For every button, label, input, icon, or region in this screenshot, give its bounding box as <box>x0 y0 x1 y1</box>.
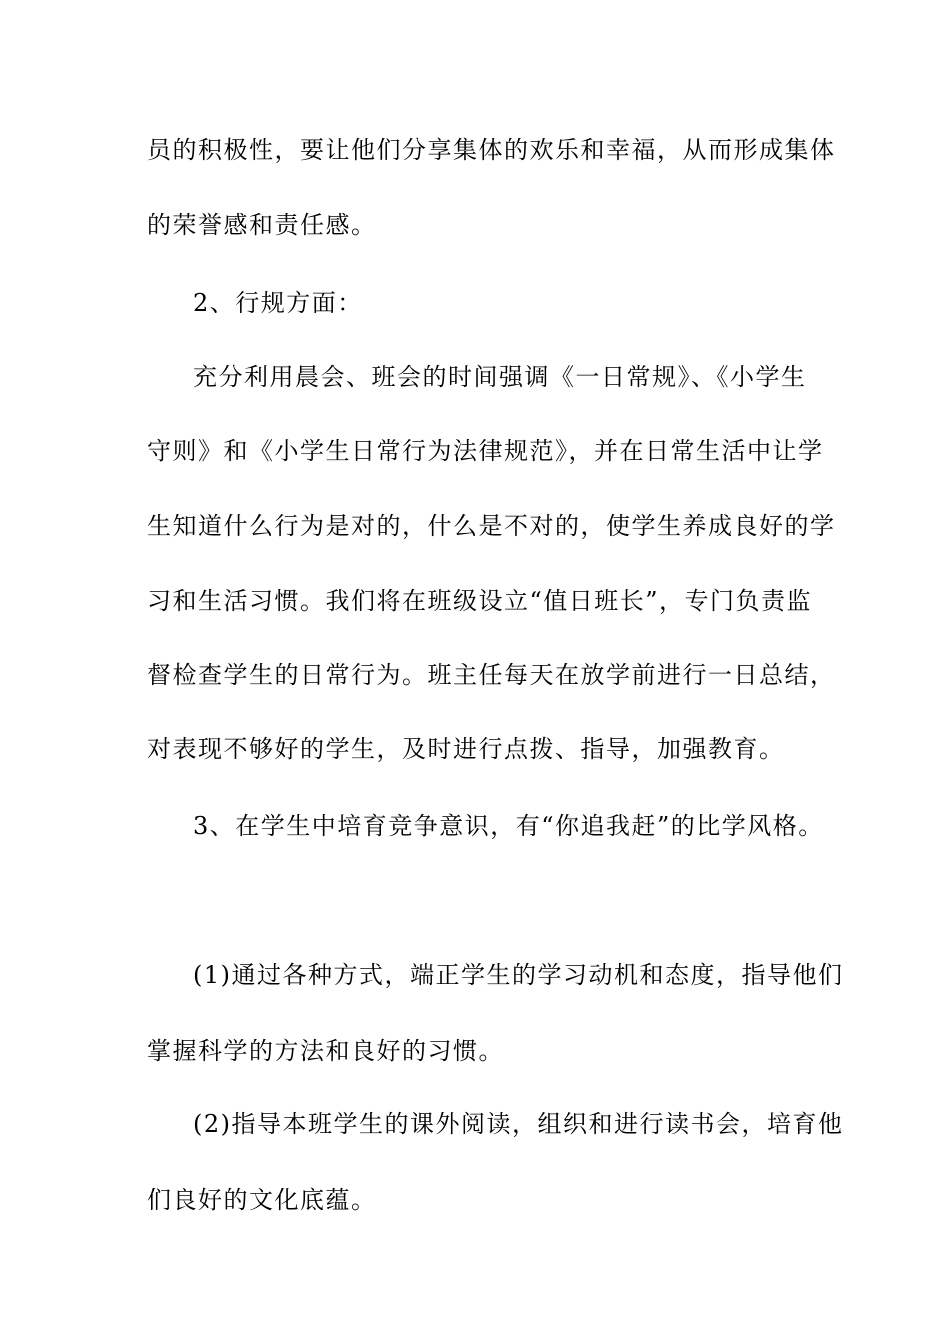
section-heading-3: 3、在学生中培育竞争意识，有“你追我赶”的比学风格。 <box>193 812 824 840</box>
paragraph-line-6: 习和生活习惯。我们将在班级设立“值日班长”，专门负责监 <box>147 587 813 615</box>
section-heading-2: 2、行规方面： <box>193 289 363 317</box>
list-item-2-line-2: 们良好的文化底蕴。 <box>147 1186 377 1214</box>
paragraph-line-4: 守则》和《小学生日常行为法律规范》，并在日常生活中让学 <box>147 437 824 465</box>
paragraph-line-7: 督检查学生的日常行为。班主任每天在放学前进行一日总结， <box>147 661 836 689</box>
paragraph-line-8: 对表现不够好的学生，及时进行点拨、指导，加强教育。 <box>147 735 785 763</box>
list-item-1-line-2: 掌握科学的方法和良好的习惯。 <box>147 1037 504 1065</box>
list-item-2-line-1: (2)指导本班学生的课外阅读，组织和进行读书会，培育他 <box>193 1110 844 1138</box>
paragraph-line-3: 充分利用晨会、班会的时间强调《一日常规》、《小学生 <box>193 363 807 391</box>
paragraph-line-5: 生知道什么行为是对的，什么是不对的，使学生养成良好的学 <box>147 512 836 540</box>
paragraph-line-2: 的荣誉感和责任感。 <box>147 211 377 239</box>
list-item-1-line-1: (1)通过各种方式，端正学生的学习动机和态度，指导他们 <box>193 961 844 989</box>
paragraph-line-1: 员的积极性，要让他们分享集体的欢乐和幸福，从而形成集体 <box>147 136 836 164</box>
